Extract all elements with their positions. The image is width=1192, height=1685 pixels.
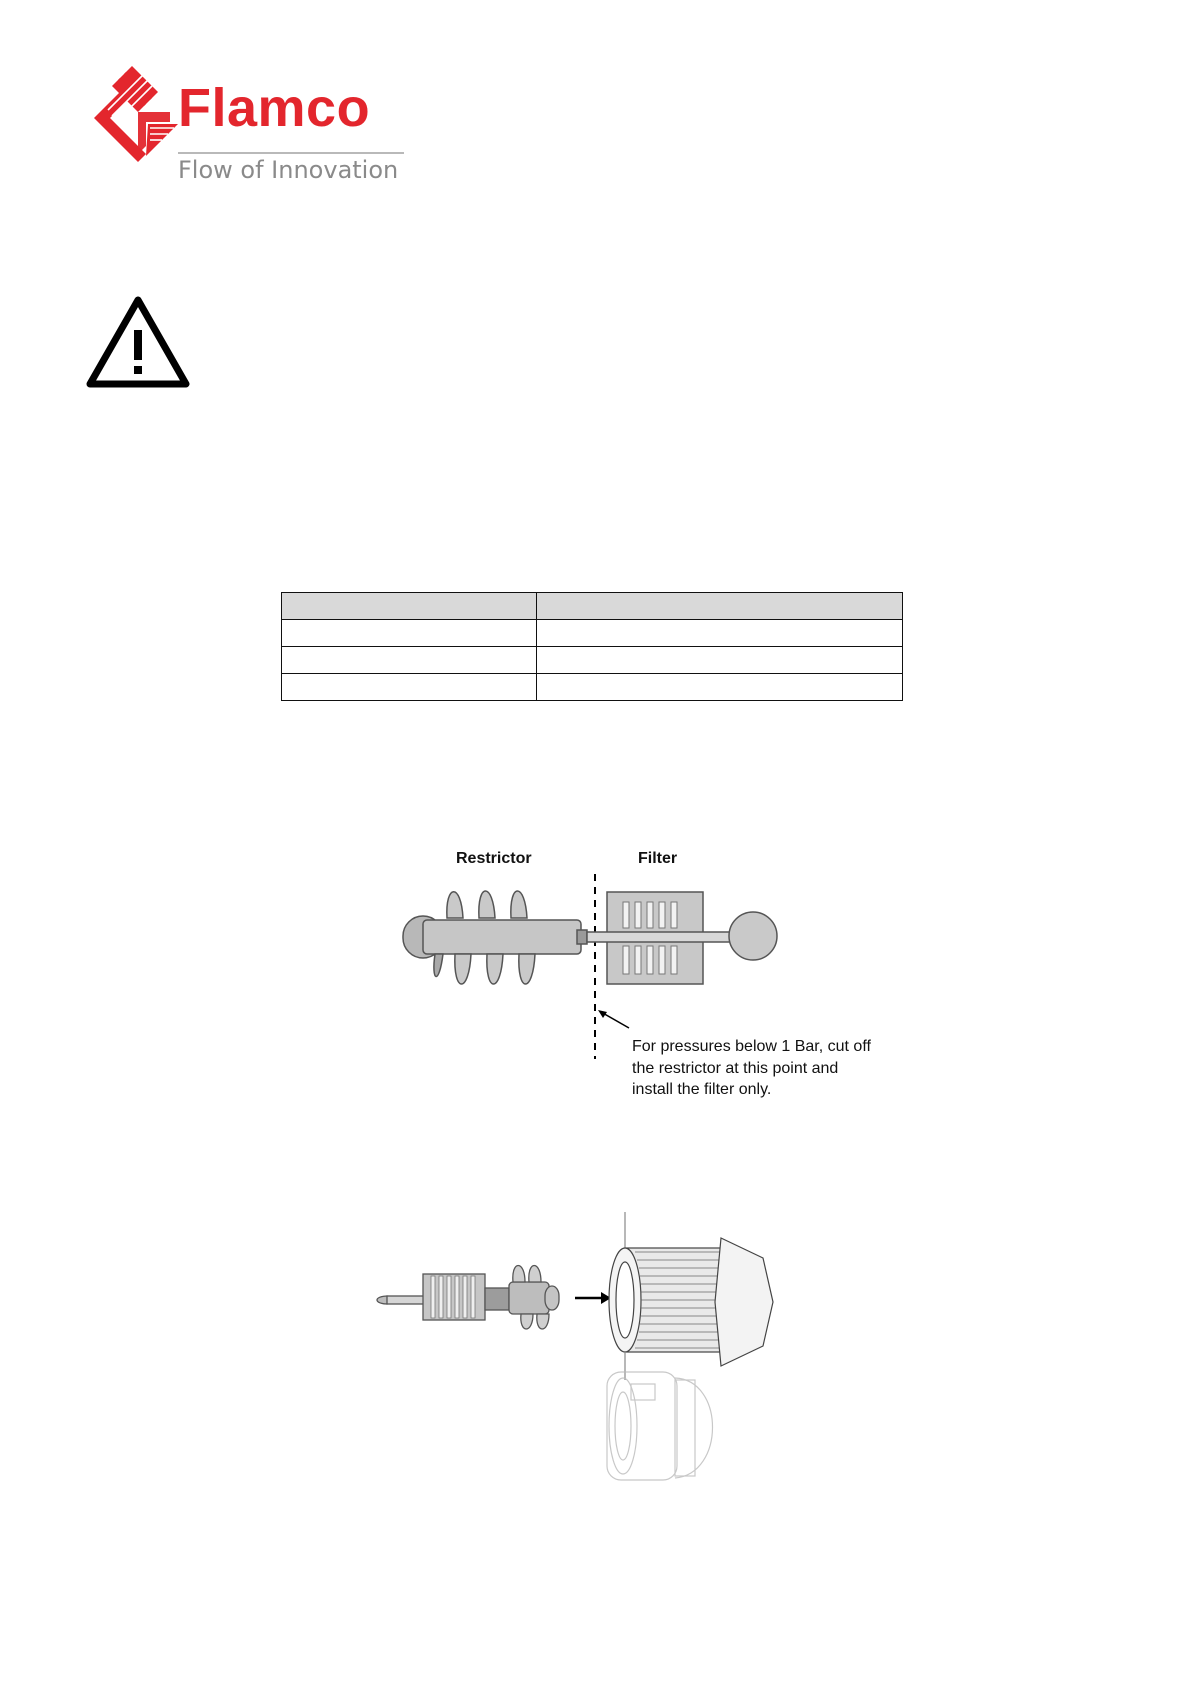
table-header-row (282, 593, 903, 620)
logo-wordmark: Flamco (178, 78, 371, 138)
table-cell (282, 674, 537, 701)
restrictor-part (403, 891, 587, 984)
logo-tagline: Flow of Innovation (178, 156, 399, 184)
cut-instruction-note (632, 1036, 871, 1101)
note-line: the restrictor at this point and (632, 1059, 839, 1077)
table-cell (537, 620, 903, 647)
restrictor-filter-illustration (395, 874, 815, 1059)
note-line: install the filter only. (632, 1081, 772, 1098)
table-cell (282, 620, 537, 647)
warning-triangle-icon (86, 296, 190, 390)
faded-nut (607, 1372, 713, 1480)
flamco-diamond-logo (88, 66, 188, 170)
table-row (282, 674, 903, 701)
table-row (282, 620, 903, 647)
specification-table (281, 592, 903, 701)
restrictor-label: Restrictor (456, 850, 532, 867)
table-cell (282, 647, 537, 674)
note-line: For pressures below 1 Bar, cut off (632, 1038, 871, 1055)
filter-label: Filter (638, 850, 678, 867)
threaded-fitting (609, 1212, 773, 1380)
table-row (282, 647, 903, 674)
insertion-arrow-icon (575, 1292, 611, 1304)
assembly-illustration (375, 1212, 815, 1484)
table-cell (537, 593, 903, 620)
table-cell (282, 593, 537, 620)
table-cell (537, 674, 903, 701)
table-cell (537, 647, 903, 674)
filter-restrictor-assembly (377, 1266, 559, 1330)
filter-part (587, 892, 777, 984)
